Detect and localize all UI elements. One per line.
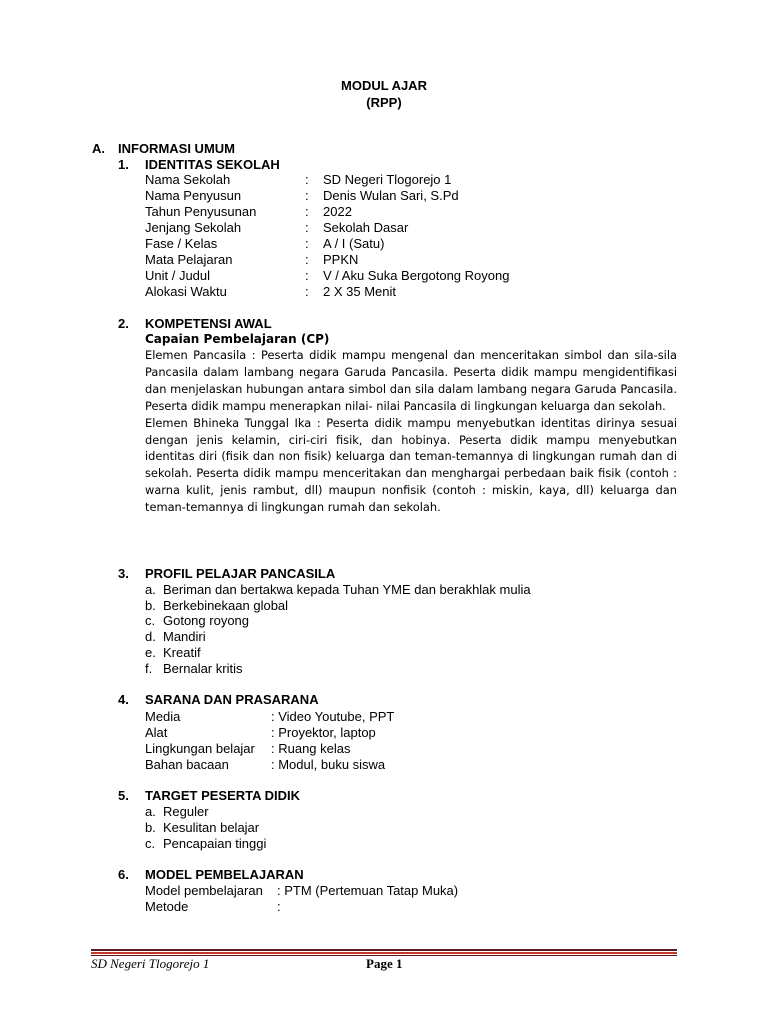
cp-paragraph-bhineka: Elemen Bhineka Tunggal Ika : Peserta didik mampu menyebutkan identitas dirinya sesuai dengan jenis kelamin, ciri-ciri fisik, dan hobinya. Peserta didik mampu menyebutkan identitas diri (fisik dan non fisik) keluarga dan teman-temannya di lingkungan rumah dan di sekolah. Peserta didik mampu menceritakan dan menghargai perbedaan baik fisik (contoh : warna kulit, jenis rambut, dll) maupun nonfisik (contoh : miskin, kaya, dll) keluarga dan teman-temannya di lingkungan rumah dan sekolah. xyxy=(145,415,677,515)
list-marker: b. xyxy=(145,598,156,613)
identity-label: Alokasi Waktu xyxy=(145,284,227,299)
identity-label: Jenjang Sekolah xyxy=(145,220,242,235)
list-marker: d. xyxy=(145,629,156,644)
list-marker: e. xyxy=(145,645,156,660)
facility-value: : Ruang kelas xyxy=(271,741,351,756)
footer-rule-red xyxy=(91,952,677,954)
list-marker: c. xyxy=(145,836,156,851)
list-text: Bernalar kritis xyxy=(163,661,243,676)
identity-colon: : xyxy=(305,252,309,267)
model-label: Model pembelajaran xyxy=(145,883,263,898)
section-6-title: MODEL PEMBELAJARAN xyxy=(145,867,304,882)
list-marker: c. xyxy=(145,613,156,628)
list-marker: f. xyxy=(145,661,153,676)
cp-paragraphs xyxy=(145,347,677,516)
section-a-letter: A. xyxy=(92,141,105,156)
footer-page-number: Page 1 xyxy=(366,956,403,971)
facility-value: : Modul, buku siswa xyxy=(271,757,386,772)
identity-colon: : xyxy=(305,236,309,251)
identity-value: 2022 xyxy=(323,204,352,219)
list-text: Beriman dan bertakwa kepada Tuhan YME dan berakhlak mulia xyxy=(163,582,531,597)
section-6-number: 6. xyxy=(118,867,129,882)
list-text: Mandiri xyxy=(163,629,206,644)
list-text: Reguler xyxy=(163,804,209,819)
identity-value: SD Negeri Tlogorejo 1 xyxy=(323,172,452,187)
identity-value: 2 X 35 Menit xyxy=(323,284,396,299)
identity-colon: : xyxy=(305,220,309,235)
list-text: Kreatif xyxy=(163,645,201,660)
list-marker: b. xyxy=(145,820,156,835)
section-3-title: PROFIL PELAJAR PANCASILA xyxy=(145,566,336,581)
identity-colon: : xyxy=(305,268,309,283)
identity-colon: : xyxy=(305,188,309,203)
identity-label: Fase / Kelas xyxy=(145,236,218,251)
facility-label: Bahan bacaan xyxy=(145,757,229,772)
identity-label: Nama Penyusun xyxy=(145,188,242,203)
facility-label: Lingkungan belajar xyxy=(145,741,255,756)
cp-subtitle: Capaian Pembelajaran (CP) xyxy=(145,332,330,346)
section-2-title: KOMPETENSI AWAL xyxy=(145,316,272,331)
identity-colon: : xyxy=(305,204,309,219)
section-4-number: 4. xyxy=(118,692,129,707)
identity-value: A / I (Satu) xyxy=(323,236,385,251)
identity-label: Unit / Judul xyxy=(145,268,211,283)
identity-value: V / Aku Suka Bergotong Royong xyxy=(323,268,510,283)
list-marker: a. xyxy=(145,582,156,597)
section-2-number: 2. xyxy=(118,316,129,331)
identity-value: PPKN xyxy=(323,252,359,267)
model-value: : PTM (Pertemuan Tatap Muka) xyxy=(277,883,459,898)
footer-rule-dark xyxy=(91,949,677,951)
facility-value: : Proyektor, laptop xyxy=(271,725,376,740)
facility-label: Alat xyxy=(145,725,168,740)
identity-colon: : xyxy=(305,284,309,299)
facility-value: : Video Youtube, PPT xyxy=(271,709,395,724)
identity-value: Sekolah Dasar xyxy=(323,220,409,235)
facility-label: Media xyxy=(145,709,181,724)
section-a-title: INFORMASI UMUM xyxy=(118,141,235,156)
identity-label: Tahun Penyusunan xyxy=(145,204,257,219)
identity-value: Denis Wulan Sari, S.Pd xyxy=(323,188,459,203)
document-subtitle: (RPP) xyxy=(366,95,402,110)
list-marker: a. xyxy=(145,804,156,819)
cp-paragraph-pancasila: Elemen Pancasila : Peserta didik mampu mengenal dan menceritakan simbol dan sila-sila Pancasila dalam lambang negara Garuda Pancasila. Peserta didik mampu mengidentifikasi dan menjelaskan hubungan antara simbol dan sila dalam lambang negara Garuda Pancasila. Peserta didik mampu menerapkan nilai- nilai Pancasila di lingkungan keluarga dan sekolah. xyxy=(145,348,677,413)
section-3-number: 3. xyxy=(118,566,129,581)
section-1-title: IDENTITAS SEKOLAH xyxy=(145,157,280,172)
section-5-title: TARGET PESERTA DIDIK xyxy=(145,788,301,803)
identity-label: Mata Pelajaran xyxy=(145,252,233,267)
identity-label: Nama Sekolah xyxy=(145,172,231,187)
model-label: Metode xyxy=(145,899,189,914)
section-4-title: SARANA DAN PRASARANA xyxy=(145,692,319,707)
document-title: MODUL AJAR xyxy=(341,78,427,93)
model-value: : xyxy=(277,899,281,914)
section-1-number: 1. xyxy=(118,157,129,172)
list-text: Kesulitan belajar xyxy=(163,820,260,835)
list-text: Pencapaian tinggi xyxy=(163,836,267,851)
section-5-number: 5. xyxy=(118,788,129,803)
footer-school-name: SD Negeri Tlogorejo 1 xyxy=(91,956,210,971)
list-text: Gotong royong xyxy=(163,613,250,628)
list-text: Berkebinekaan global xyxy=(163,598,289,613)
identity-colon: : xyxy=(305,172,309,187)
